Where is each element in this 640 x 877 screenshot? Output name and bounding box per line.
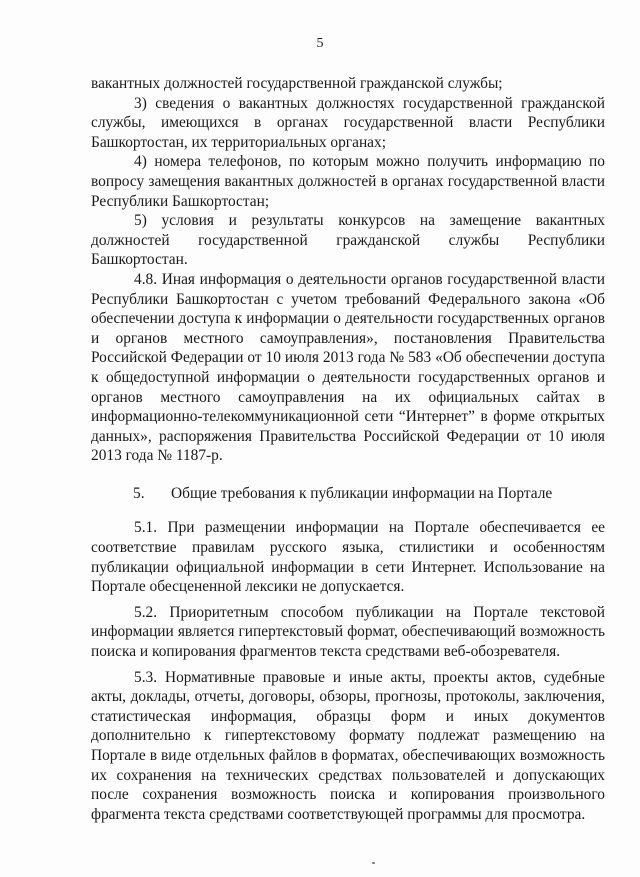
section-number: 5.: [133, 484, 145, 502]
paragraph-5-2: 5.2. Приоритетным способом публикации на Портале текстовой информации является гипертекстовый формат, обеспечивающий возможность поиска и копирования фрагментов текста средствами веб-обозревателя.: [91, 603, 605, 661]
paragraph-5-1: 5.1. При размещении информации на Портале обеспечивается ее соответствие правилам русского языка, стилистики и особенностям публикации официальной информации в сети Интернет. Использование на Портале обесцененной лексики не допускается.: [91, 519, 605, 596]
document-body: [91, 74, 605, 824]
scan-speck: [372, 862, 375, 864]
section-title: Общие требования к публикации информации на Портале: [171, 484, 553, 502]
paragraph-continuation: вакантных должностей государственной гражданской службы;: [91, 75, 503, 92]
paragraph-item-4: 4) номера телефонов, по которым можно получить информацию по вопросу замещения вакантных должностей в органах государственной власти Республики Башкортостан;: [91, 153, 605, 210]
section-heading: [91, 484, 605, 504]
paragraph-4-8: 4.8. Иная информация о деятельности органов государственной власти Республики Башкортостан с учетом требований Федерального закона «Об обеспечении доступа к информации о деятельности государственных органов и органов местного самоуправления», постановления Правительства Российской Федерации от 10 июля 2013 года № 583 «Об обеспечении доступа к общедоступной информации о деятельности государственных органов и органов местного самоуправления на их официальных сайтах в информационно-телекоммуникационной сети “Интернет” в форме открытых данных», распоряжения Правительства Российской Федерации от 10 июля 2013 года № 1187-р.: [91, 270, 605, 465]
page-number: 5: [316, 36, 324, 51]
paragraph-item-3: 3) сведения о вакантных должностях государственной гражданской службы, имеющихся в органах государственной власти Республики Башкортостан, их территориальных органах;: [91, 94, 605, 151]
paragraph-item-5: 5) условия и результаты конкурсов на замещение вакантных должностей государственной гражданской службы Республики Башкортостан.: [91, 212, 605, 269]
paragraph-5-3: 5.3. Нормативные правовые и иные акты, проекты актов, судебные акты, доклады, отчеты, договоры, обзоры, прогнозы, протоколы, заключения, статистическая информация, образцы форм и иных документов дополнительно к гипертекстовому формату подлежат размещению на Портале в виде отдельных файлов в форматах, обеспечивающих возможность их сохранения на технических средствах пользователей и допускающих после сохранения возможность поиска и копирования произвольного фрагмента текста средствами соответствующей программы для просмотра.: [91, 668, 605, 823]
